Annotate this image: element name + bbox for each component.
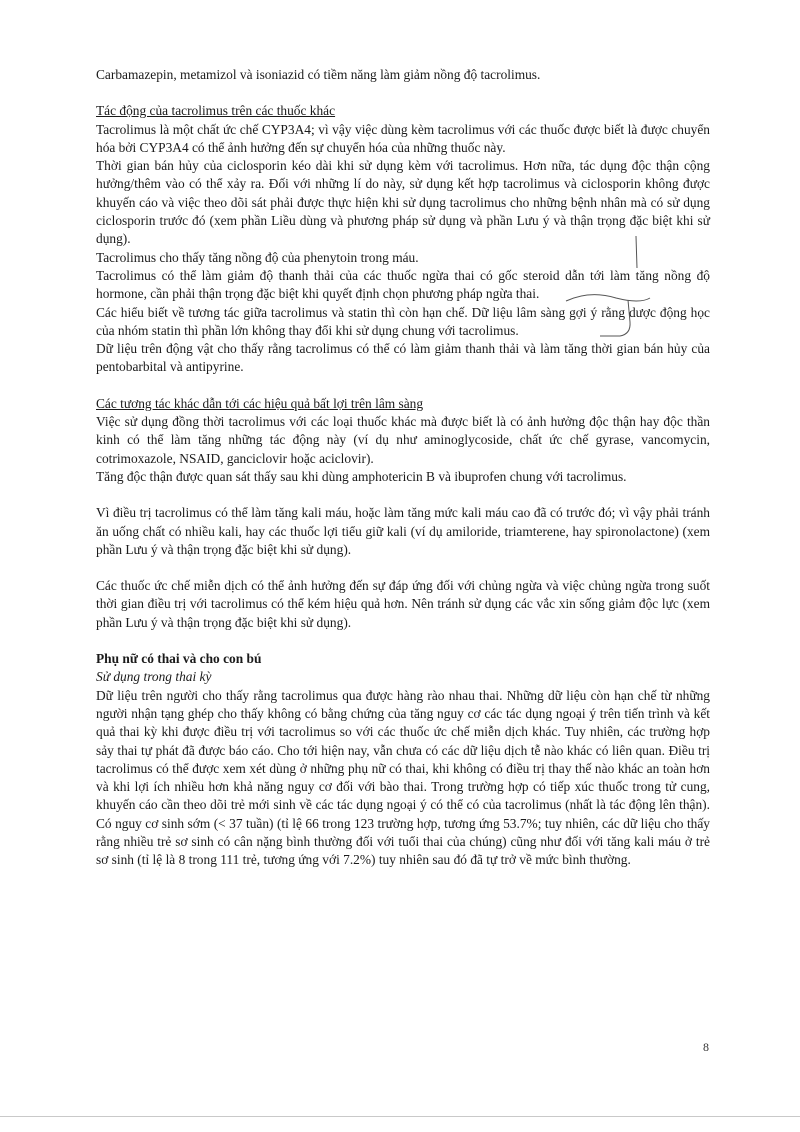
other-paragraph-2: Tăng độc thận được quan sát thấy sau khi dùng amphotericin B và ibuprofen chung với tacrolimus.: [96, 468, 627, 484]
effects-paragraph-5: Các hiểu biết về tương tác giữa tacrolimus và statin thì còn hạn chế. Dữ liệu lâm sàng gợi ý rằng dược động học của nhóm statin thì phần lớn không thay đổi khi sử dụng chung với tacrolimus.: [96, 304, 710, 338]
pregnancy-paragraph-1: Dữ liệu trên người cho thấy rằng tacrolimus qua được hàng rào nhau thai. Những dữ liệu còn hạn chế từ những người nhận tạng ghép cho thấy không có bằng chứng của tăng nguy cơ các tác dụng ngoại ý trên tiến trình và kết quả thai kỳ khi được điều trị với tacrolimus so với các thuốc ức chế miễn dịch khác. Tuy nhiên, các trường hợp sảy thai tự phát đã được báo cáo. Cho tới hiện nay, vẫn chưa có các dữ liệu dịch tễ nào khác có liên quan. Điều trị tacrolimus có thể được xem xét dùng ở những phụ nữ có thai, khi không có điều trị thay thế nào khác an toàn hơn và khi lợi ích nhiều hơn khả năng nguy cơ đối với bào thai. Trong trường hợp có tiếp xúc thuốc trong tử cung, khuyến cáo cần theo dõi trẻ mới sinh về các tác dụng ngoại ý có thể có của tacrolimus (nhất là tác động lên thận). Có nguy cơ sinh sớm (< 37 tuần) (tỉ lệ 66 trong 123 trường hợp, tương ứng 53.7%; tuy nhiên, các dữ liệu cho thấy rằng nhiều trẻ sơ sinh có cân nặng bình thường đối với tuổi thai của chúng) cũng như đối với tăng kali máu ở trẻ sơ sinh (tỉ lệ là 8 trong 111 trẻ, tương ứng với 7.2%) tuy nhiên sau đó đã tự trở về mức bình thường.: [96, 687, 710, 868]
effects-paragraph-3: Tacrolimus cho thấy tăng nồng độ của phenytoin trong máu.: [96, 249, 419, 265]
effects-paragraph-6: Dữ liệu trên động vật cho thấy rằng tacrolimus có thể có làm giảm thanh thải và làm tăng thời gian bán hủy của pentobarbital và antipyrine.: [96, 341, 710, 375]
pregnancy-subheading: Sử dụng trong thai kỳ: [96, 669, 212, 685]
effects-paragraph-2: Thời gian bán hủy của ciclosporin kéo dài khi sử dụng kèm với tacrolimus. Hơn nữa, tác dụng độc thận cộng hưởng/thêm vào có thể xảy ra. Đối với những lí do này, sử dụng kết hợp tacrolimus và ciclosporin không được khuyến cáo và việc theo dõi sát phải được thực hiện khi sử dụng tacrolimus cho những bệnh nhân mà có sử dụng ciclosporin trước đó (xem phần Liều dùng và phương pháp sử dụng và phần Lưu ý và thận trọng đặc biệt khi sử dụng).: [96, 158, 710, 247]
effects-paragraph-4: Tacrolimus có thể làm giảm độ thanh thải của các thuốc ngừa thai có gốc steroid dẫn tới làm tăng nồng độ hormone, cần phải thận trọng đặc biệt khi quyết định chọn phương pháp ngừa thai.: [96, 267, 710, 302]
page-number: 8: [703, 1040, 709, 1054]
intro-paragraph: Carbamazepin, metamizol và isoniazid có tiềm năng làm giảm nồng độ tacrolimus.: [96, 67, 541, 82]
section-heading-pregnancy: Phụ nữ có thai và cho con bú: [96, 651, 262, 667]
section-heading-effects: Tác động của tacrolimus trên các thuốc khác: [96, 103, 336, 119]
scan-edge-line: [0, 1116, 800, 1117]
other-paragraph-3: Vì điều trị tacrolimus có thể làm tăng kali máu, hoặc làm tăng mức kali máu cao đã có trước đó; vì vậy phải tránh ăn uống chất có nhiều kali, hay các thuốc lợi tiểu giữ kali (ví dụ amiloride, triamterene, hay spironolactone) (xem phần Lưu ý và thận trọng đặc biệt khi sử dụng).: [96, 505, 710, 557]
effects-paragraph-1: Tacrolimus là một chất ức chế CYP3A4; vì vậy việc dùng kèm tacrolimus với các thuốc được biết là được chuyển hóa bởi CYP3A4 có thể ảnh hưởng đến sự chuyển hóa của những thuốc này.: [96, 121, 710, 155]
other-paragraph-4: Các thuốc ức chế miễn dịch có thể ảnh hưởng đến sự đáp ứng đối với chủng ngừa và việc chủng ngừa trong suốt thời gian điều trị với tacrolimus có thể kém hiệu quả hơn. Nên tránh sử dụng các vắc xin sống giảm độc lực (xem phần Lưu ý và thận trọng đặc biệt khi sử dụng).: [96, 578, 710, 630]
other-paragraph-1: Việc sử dụng đồng thời tacrolimus với các loại thuốc khác mà được biết là có ảnh hưởng độc thận hay độc thần kinh có thể làm tăng những tác động này (ví dụ như aminoglycoside, chất ức chế gyrase, vancomycin, cotrimoxazole, NSAID, ganciclovir hoặc aciclovir).: [96, 414, 710, 466]
section-heading-other: Các tương tác khác dẫn tới các hiệu quả bất lợi trên lâm sàng: [96, 395, 424, 411]
document-page: [96, 66, 710, 870]
